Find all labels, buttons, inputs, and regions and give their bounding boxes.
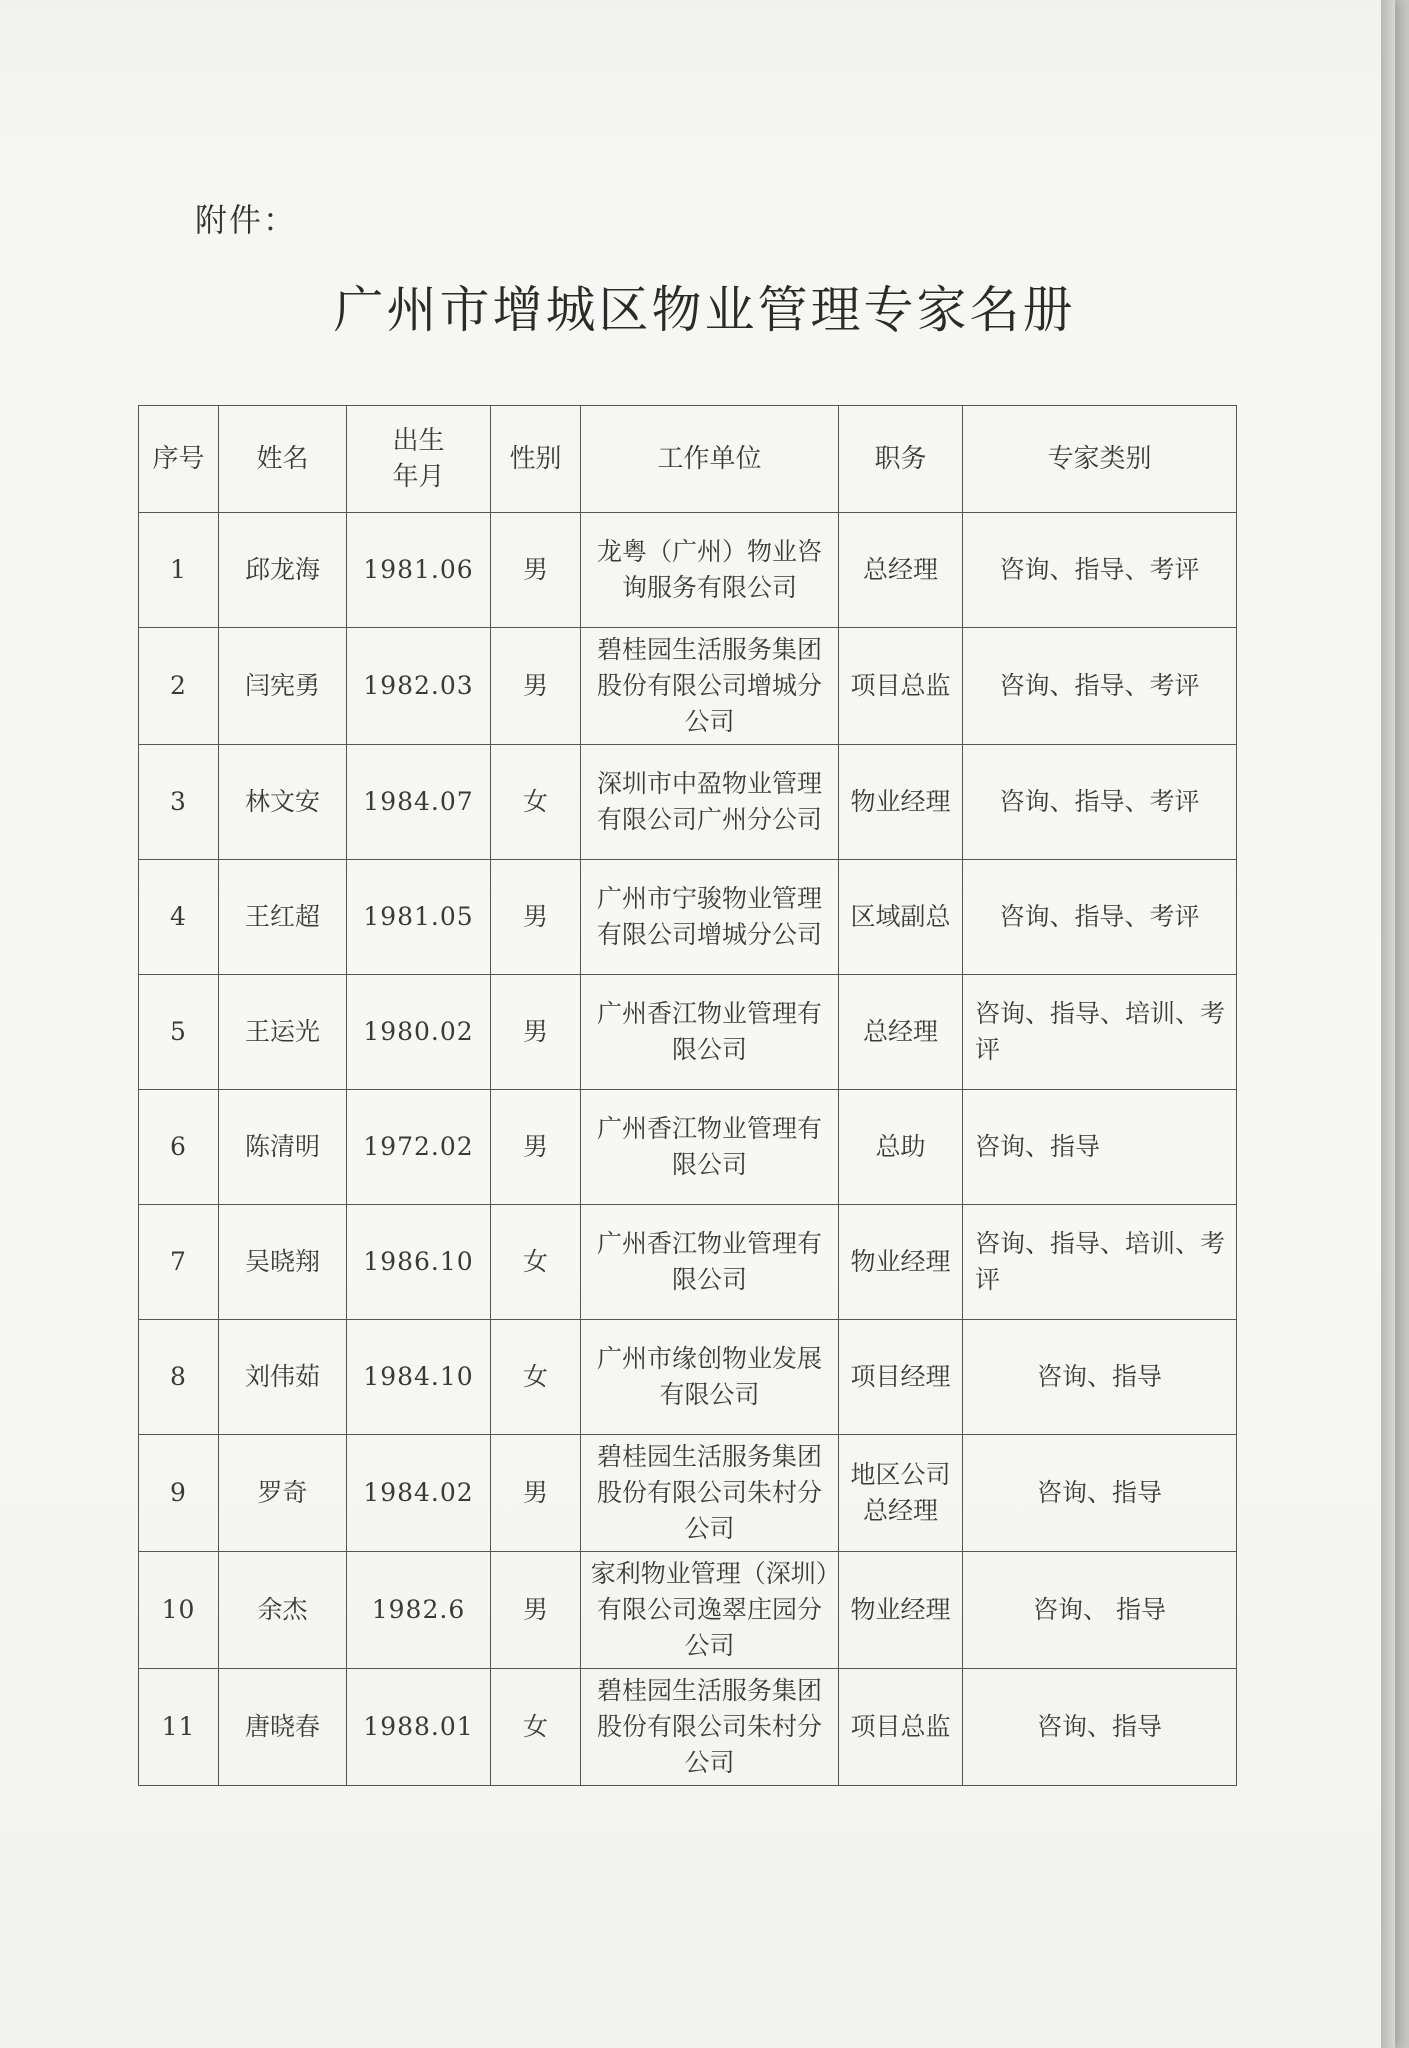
cell-position: 区域副总 (839, 860, 963, 975)
cell-birth: 1982.03 (347, 628, 491, 745)
cell-position: 物业经理 (839, 1205, 963, 1320)
expert-roster-table (138, 405, 1237, 1786)
cell-employer: 广州香江物业管理有限公司 (581, 1090, 839, 1205)
attachment-label: 附件： (195, 201, 298, 239)
cell-employer: 碧桂园生活服务集团股份有限公司增城分公司 (581, 628, 839, 745)
cell-index: 11 (139, 1669, 219, 1786)
cell-index: 4 (139, 860, 219, 975)
header-birth (347, 406, 491, 513)
cell-category: 咨询、指导 (963, 1090, 1237, 1205)
cell-category: 咨询、指导 (963, 1320, 1237, 1435)
header-birth-line2: 年月 (392, 462, 445, 492)
cell-position: 总经理 (839, 975, 963, 1090)
table-header-row (139, 406, 1237, 513)
table-row (139, 745, 1237, 860)
cell-employer: 广州市缘创物业发展有限公司 (581, 1320, 839, 1435)
cell-index: 1 (139, 513, 219, 628)
cell-category: 咨询、指导、考评 (963, 860, 1237, 975)
table-row (139, 1090, 1237, 1205)
cell-birth: 1984.10 (347, 1320, 491, 1435)
cell-position: 总助 (839, 1090, 963, 1205)
cell-category: 咨询、指导 (963, 1669, 1237, 1786)
cell-employer: 深圳市中盈物业管理有限公司广州分公司 (581, 745, 839, 860)
cell-gender: 男 (491, 1552, 581, 1669)
table-row (139, 975, 1237, 1090)
cell-name: 闫宪勇 (219, 628, 347, 745)
cell-name: 吴晓翔 (219, 1205, 347, 1320)
cell-birth: 1972.02 (347, 1090, 491, 1205)
cell-employer: 家利物业管理（深圳）有限公司逸翠庄园分公司 (581, 1552, 839, 1669)
cell-index: 10 (139, 1552, 219, 1669)
cell-category: 咨询、指导、培训、考评 (963, 975, 1237, 1090)
cell-index: 5 (139, 975, 219, 1090)
cell-position: 物业经理 (839, 1552, 963, 1669)
cell-employer: 碧桂园生活服务集团股份有限公司朱村分公司 (581, 1669, 839, 1786)
table-row (139, 1669, 1237, 1786)
cell-gender: 女 (491, 1205, 581, 1320)
cell-category: 咨询、指导 (963, 1435, 1237, 1552)
cell-name: 王运光 (219, 975, 347, 1090)
cell-index: 6 (139, 1090, 219, 1205)
header-category: 专家类别 (963, 406, 1237, 513)
cell-category: 咨询、指导、培训、考评 (963, 1205, 1237, 1320)
cell-index: 3 (139, 745, 219, 860)
cell-gender: 男 (491, 1090, 581, 1205)
table-row (139, 1320, 1237, 1435)
cell-category: 咨询、 指导 (963, 1552, 1237, 1669)
cell-birth: 1984.07 (347, 745, 491, 860)
cell-gender: 男 (491, 860, 581, 975)
cell-gender: 女 (491, 1669, 581, 1786)
cell-employer: 龙粤（广州）物业咨询服务有限公司 (581, 513, 839, 628)
cell-birth: 1984.02 (347, 1435, 491, 1552)
table-row (139, 1435, 1237, 1552)
cell-employer: 广州香江物业管理有限公司 (581, 975, 839, 1090)
header-index: 序号 (139, 406, 219, 513)
document-title: 广州市增城区物业管理专家名册 (333, 281, 1076, 339)
cell-position: 项目经理 (839, 1320, 963, 1435)
cell-position: 项目总监 (839, 1669, 963, 1786)
cell-category: 咨询、指导、考评 (963, 513, 1237, 628)
cell-birth: 1981.06 (347, 513, 491, 628)
cell-position: 地区公司总经理 (839, 1435, 963, 1552)
cell-index: 7 (139, 1205, 219, 1320)
cell-name: 陈清明 (219, 1090, 347, 1205)
cell-name: 唐晓春 (219, 1669, 347, 1786)
cell-category: 咨询、指导、考评 (963, 745, 1237, 860)
cell-position: 物业经理 (839, 745, 963, 860)
cell-gender: 男 (491, 1435, 581, 1552)
cell-gender: 女 (491, 1320, 581, 1435)
cell-gender: 男 (491, 628, 581, 745)
cell-name: 王红超 (219, 860, 347, 975)
header-gender: 性别 (491, 406, 581, 513)
cell-position: 总经理 (839, 513, 963, 628)
header-position: 职务 (839, 406, 963, 513)
cell-employer: 广州香江物业管理有限公司 (581, 1205, 839, 1320)
cell-name: 林文安 (219, 745, 347, 860)
cell-gender: 男 (491, 975, 581, 1090)
table-row (139, 1205, 1237, 1320)
header-name: 姓名 (219, 406, 347, 513)
table-row (139, 860, 1237, 975)
table-row (139, 1552, 1237, 1669)
cell-gender: 女 (491, 745, 581, 860)
cell-position: 项目总监 (839, 628, 963, 745)
cell-name: 罗奇 (219, 1435, 347, 1552)
cell-name: 余杰 (219, 1552, 347, 1669)
table-row (139, 628, 1237, 745)
cell-birth: 1988.01 (347, 1669, 491, 1786)
cell-index: 8 (139, 1320, 219, 1435)
cell-category: 咨询、指导、考评 (963, 628, 1237, 745)
cell-birth: 1980.02 (347, 975, 491, 1090)
cell-name: 邱龙海 (219, 513, 347, 628)
cell-birth: 1982.6 (347, 1552, 491, 1669)
cell-birth: 1986.10 (347, 1205, 491, 1320)
cell-index: 9 (139, 1435, 219, 1552)
cell-name: 刘伟茹 (219, 1320, 347, 1435)
cell-employer: 广州市宁骏物业管理有限公司增城分公司 (581, 860, 839, 975)
cell-index: 2 (139, 628, 219, 745)
table-row (139, 513, 1237, 628)
header-employer: 工作单位 (581, 406, 839, 513)
cell-gender: 男 (491, 513, 581, 628)
cell-employer: 碧桂园生活服务集团股份有限公司朱村分公司 (581, 1435, 839, 1552)
header-birth-line1: 出生 (392, 426, 445, 456)
cell-birth: 1981.05 (347, 860, 491, 975)
